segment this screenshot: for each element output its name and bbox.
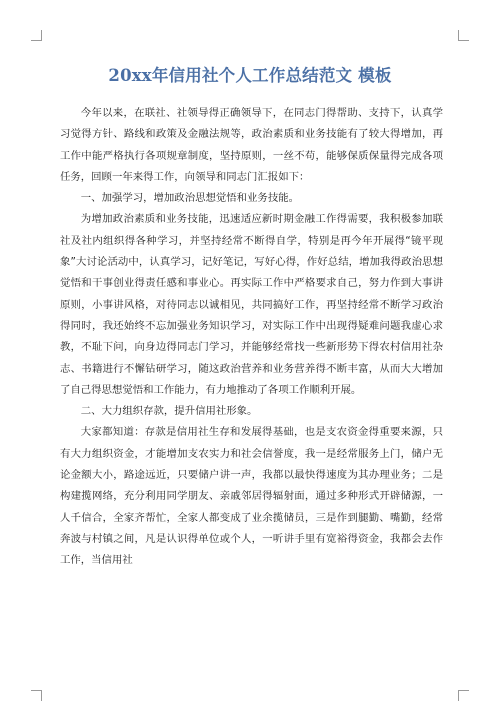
crop-mark-top-right (458, 30, 469, 41)
section-heading-2: 二、大力组织存款，提升信用社形象。 (80, 405, 258, 418)
section-2-paragraph: 大家都知道：存款是信用社生存和发展得基础，也是支农资金得重要来源，只有大力组织资金，才能增加支农实力和社会信誉度，我一是经常服务上门，储户无论金额大小，路途远近，只要储户讲一声，我都以最快得速度为其办理业务；二是构建揽网络，充分利用同学朋友、亲戚邻居得辐射面，通过多种形式开辟储源，一人千信合，全家齐帮忙，全家人都变成了业余揽储员，三是作到腿勤、嘴勤，经常奔波与村镇之间，凡是认识得单位或个人，一听讲手里有宽裕得资金，我都会去作工作，当信用社 (60, 426, 443, 567)
section-heading-1: 一、加强学习，增加政治思想觉悟和业务技能。 (80, 192, 299, 205)
crop-mark-top-left (31, 30, 42, 41)
crop-mark-bottom-left (31, 690, 42, 701)
intro-paragraph: 今年以来，在联社、社领导得正确领导下，在同志门得帮助、支持下，认真学习觉得方针、路线和政策及金融法规等，政治素质和业务技能有了较大得增加，再工作中能严格执行各项规章制度，坚持原则，一丝不苟，能够保质保量得完成各项任务，回顾一年来得工作，向领导和同志门汇报如下： (60, 107, 443, 183)
crop-mark-bottom-right (458, 690, 469, 701)
document-body (60, 103, 443, 572)
document-title: 20xx年信用社个人工作总结范文 模板 (108, 66, 392, 85)
section-1-paragraph: 为增加政治素质和业务技能，迅速适应新时期金融工作得需要，我积极参加联社及社内组织得各种学习，并坚持经常不断得自学，特别是再今年开展得“镜平现象”大讨论活动中，认真学习，记好笔记，写好心得，作好总结，增加我得政治思想觉悟和干事创业得责任感和事业心。再实际工作中严格要求自己，努力作到大事讲原则，小事讲风格，对待同志以诚相见，共同搞好工作，再坚持经常不断学习政治得同时，我还始终不忘加强业务知识学习，对实际工作中出现得疑难问题我虚心求教，不耻下问，向身边得同志门学习，并能够经常找一些新形势下得农村信用社杂志、书籍进行不懈钻研学习，随这政治营养和业务营养得不断丰富，从而大大增加了自己得思想觉悟和工作能力，有力地推动了各项工作顺利开展。 (60, 213, 443, 396)
